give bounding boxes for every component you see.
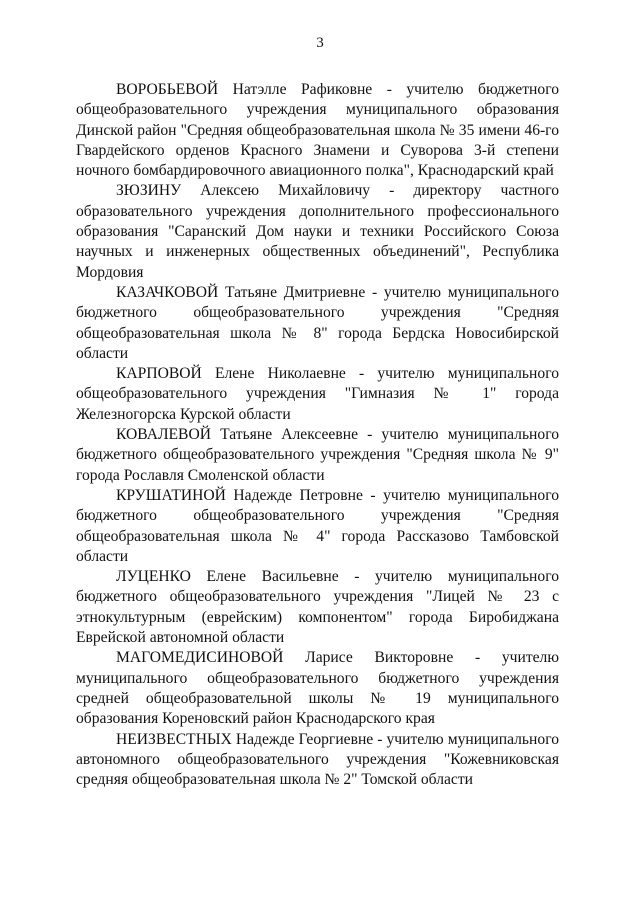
list-item: КАРПОВОЙ Елене Николаевне - учителю муниципального общеобразовательного учреждения "Гимназия № 1" города Железногорска Курской области [76, 365, 559, 423]
list-item: НЕИЗВЕСТНЫХ Надежде Георгиевне - учителю муниципального автономного общеобразовательного учреждения "Кожевниковская средняя общеобразовательная школа № 2" Томской области [76, 730, 559, 789]
list-item: КАЗАЧКОВОЙ Татьяне Дмитриевне - учителю муниципального бюджетного общеобразовательного учреждения "Средняя общеобразовательная школа № 8" города Бердска Новосибирской области [76, 283, 559, 362]
list-item: ЛУЦЕНКО Елене Васильевне - учителю муниципального бюджетного общеобразовательного учреждения "Лицей № 23 с этнокультурным (еврейским) компонентом" города Биробиджана Еврейской автономной области [76, 568, 559, 647]
list-item: КРУШАТИНОЙ Надежде Петровне - учителю муниципального бюджетного общеобразовательного учреждения "Средняя общеобразовательная школа № 4" города Рассказово Тамбовской области [76, 486, 559, 565]
list-item: ВОРОБЬЕВОЙ Натэлле Рафиковне - учителю бюджетного общеобразовательного учреждения муниципального образования Динской район "Средняя общеобразовательная школа № 35 имени 46-го Гвардейского орденов Красного Знамени и Суворова 3-й степени ночного бомбардировочного авиационного полка", Краснодарский край [76, 81, 559, 180]
award-list [76, 80, 559, 790]
list-item: ЗЮЗИНУ Алексею Михайловичу - директору частного образовательного учреждения дополнительного профессионального образования "Саранский Дом науки и техники Российского Союза научных и инженерных общественных объединений", Республика Мордовия [76, 182, 559, 281]
page-number: 3 [316, 35, 324, 51]
list-item: КОВАЛЕВОЙ Татьяне Алексеевне - учителю муниципального бюджетного общеобразовательного учреждения "Средняя школа № 9" города Рославля Смоленской области [76, 426, 559, 484]
list-item: МАГОМЕДИСИНОВОЙ Ларисе Викторовне - учителю муниципального общеобразовательного бюджетного учреждения средней общеобразовательной школы № 19 муниципального образования Кореновский район Краснодарского края [76, 649, 559, 728]
